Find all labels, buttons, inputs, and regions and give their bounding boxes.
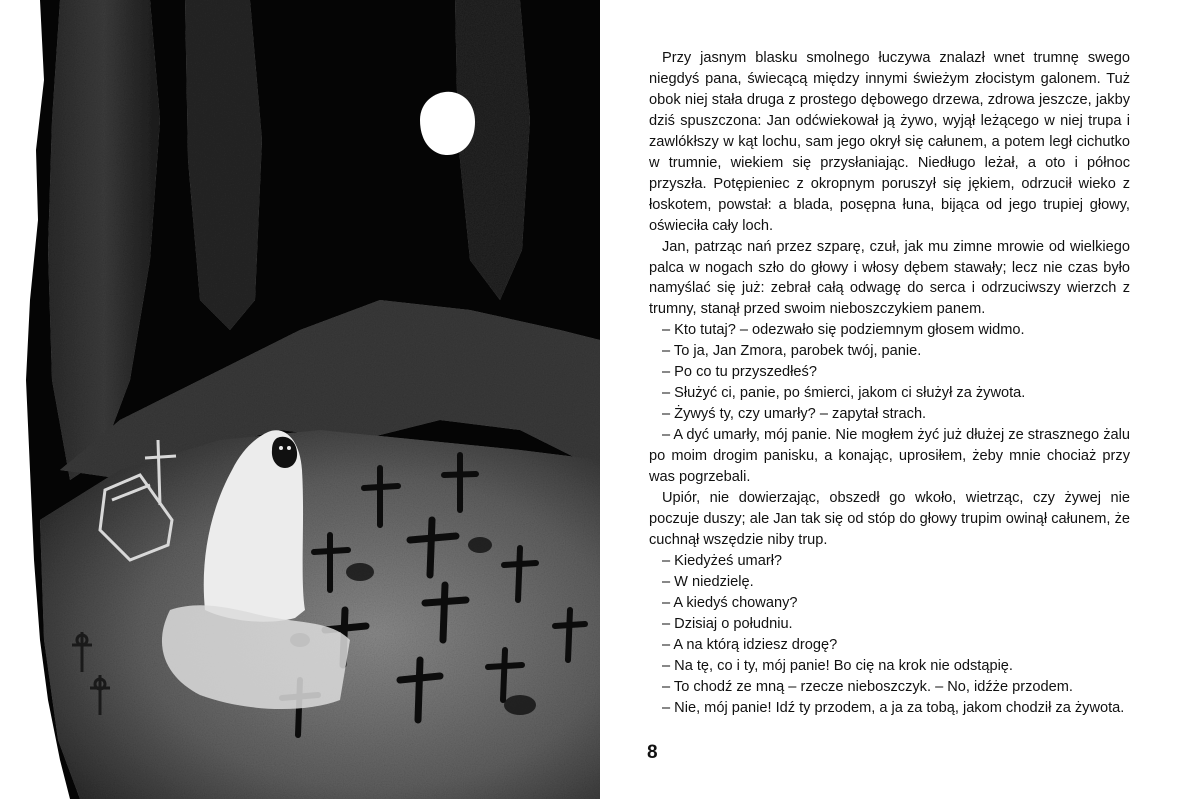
dialogue-line: – Po co tu przyszedłeś? [662,364,817,381]
paragraph: Upiór, nie dowierzając, obszedł go wkoło, wietrząc, czy żywej nie poczuje duszy; ale Jan tak się od stóp do głowy trupim owinął całunem, że cuchnął wszędzie niby trup. [649,490,1130,548]
dialogue-line: – Kiedyżeś umarł? [662,552,783,569]
page-number: 8 [647,742,658,763]
graveyard-ground [40,430,600,799]
dialogue-line: – A kiedyś chowany? [662,594,798,611]
dialogue-line: – Żywyś ty, czy umarły? – zapytał strach. [662,406,927,423]
dialogue-line: – Na tę, co i ty, mój panie! Bo cię na krok nie odstąpię. [662,657,1013,674]
dialogue-line: – A dyć umarły, mój panie. Nie mogłem żyć już dłużej ze strasznego żalu po moim drogim panisku, a konając, uprosiłem, żeby mnie chociaż przy was pogrzebali. [649,427,1130,486]
text-page [600,0,1200,799]
dialogue-line: – Kto tutaj? – odezwało się podziemnym głosem widmo. [662,322,1025,339]
dialogue-line: – To ja, Jan Zmora, parobek twój, panie. [662,343,922,360]
dialogue-line: – W niedzielę. [662,573,754,590]
dialogue-line: – Dzisiaj o południu. [662,615,793,632]
paragraph: Jan, patrząc nań przez szparę, czuł, jak mu zimne mrowie od wielkiego palca w nogach szło do głowy i włosy dębem stawały; lecz nie czas było namyślać się już: zebrał całą odwagę do serca i odrzuciwszy wierzch z trumny, stanął przed swoim nieboszczykiem panem. [649,238,1130,318]
dialogue-line: – Służyć ci, panie, po śmierci, jakom ci służył za żywota. [662,385,1026,402]
dialogue-line: – Nie, mój panie! Idź ty przodem, a ja za tobą, jakom chodził za żywota. [662,699,1125,716]
story-text [649,48,1130,719]
moon-icon [420,92,475,155]
paragraph: Przy jasnym blasku smolnego łuczywa znalazł wnet trumnę swego niegdyś pana, świecącą między innymi świeżym złocistym galonem. Tuż obok niej stała druga z prostego dębowego drzewa, zdrowa jeszcze, jakby dziś spuszczona: Jan odćwiekował ją żywo, wyjął leżącego w niej trupa i zawlókłszy w kąt lochu, sam jego okrył się całunem, a potem legł cichutko w trumnie, wiekiem się przysłaniając. Niedługo leżał, a oto i północ przyszła. Potępieniec z okropnym poruszył się jękiem, odrzucił wieko z łoskotem, powstał: a blada, posępna łuna, bijąca od jego trupiej głowy, oświeciła cały loch. [649,50,1130,234]
dialogue-line: – A na którą idziesz drogę? [662,636,838,653]
dialogue-line: – To chodź ze mną – rzecze nieboszczyk. – No, idźże przodem. [662,678,1073,695]
